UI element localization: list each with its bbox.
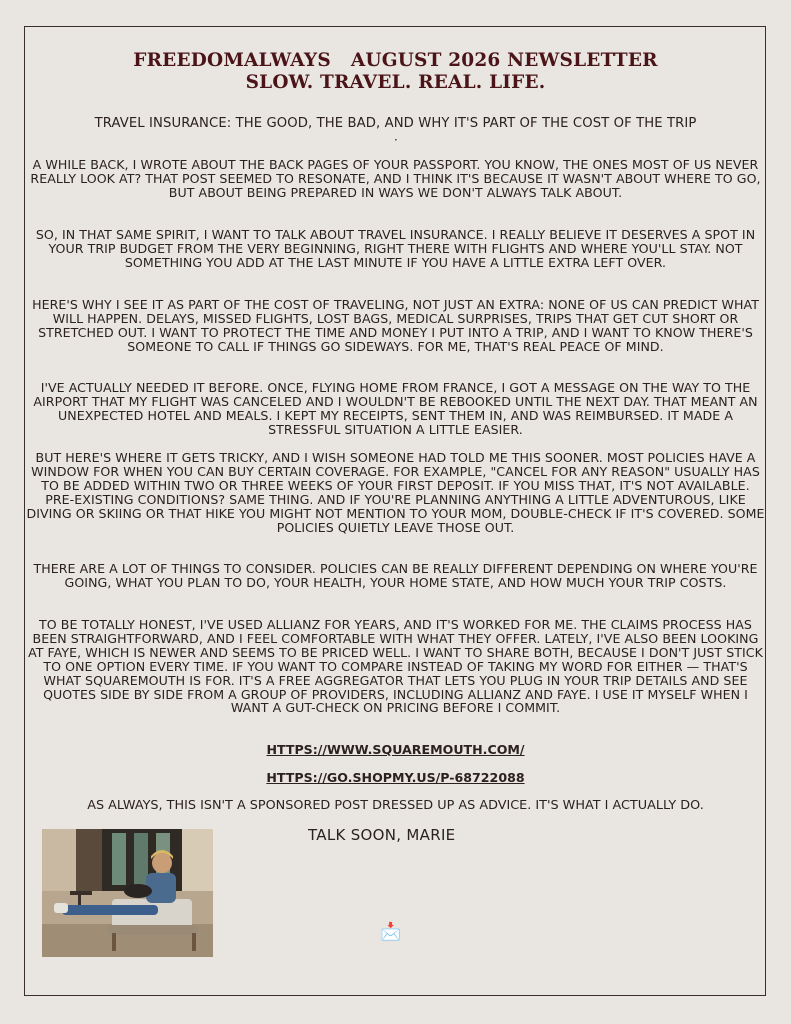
article-title: TRAVEL INSURANCE: THE GOOD, THE BAD, AND WHY IT'S PART OF THE COST OF THE TRIP: [94, 116, 697, 131]
envelope-download-icon[interactable]: 📩: [380, 922, 402, 942]
newsletter-tagline: SLOW. TRAVEL. REAL. LIFE.: [245, 72, 546, 93]
paragraph-5: BUT HERE'S WHERE IT GETS TRICKY, AND I WISH SOMEONE HAD TOLD ME THIS SOONER. MOST POLICIES HAVE A WINDOW FOR WHEN YOU CAN BUY CERTAIN COVERAGE. FOR EXAMPLE, "CANCEL FOR ANY REASON" USUALLY HAS TO BE ADDED WITHIN TWO OR THREE WEEKS OF YOUR FIRST DEPOSIT. IF YOU MISS THAT, IT'S NOT AVAILABLE. PRE-EXISTING CONDITIONS? SAME THING. AND IF YOU'RE PLANNING ANYTHING A LITTLE ADVENTUROUS, LIKE DIVING OR SKIING OR THAT HIKE YOU MIGHT NOT MENTION TO YOUR MOM, DOUBLE-CHECK IF IT'S COVERED. SOME POLICIES QUIETLY LEAVE THOSE OUT.: [26, 450, 765, 535]
paragraph-1: A WHILE BACK, I WROTE ABOUT THE BACK PAGES OF YOUR PASSPORT. YOU KNOW, THE ONES MOST OF US NEVER REALLY LOOK AT? THAT POST SEEMED TO RESONATE, AND I THINK IT'S BECAUSE IT WASN'T ABOUT WHERE TO GO, BUT ABOUT BEING PREPARED IN WAYS WE DON'T ALWAYS TALK ABOUT.: [30, 157, 761, 200]
author-photo: [42, 829, 213, 957]
paragraph-4: I'VE ACTUALLY NEEDED IT BEFORE. ONCE, FLYING HOME FROM FRANCE, I GOT A MESSAGE ON THE WAY TO THE AIRPORT THAT MY FLIGHT WAS CANCELED AND I WOULDN'T BE REBOOKED UNTIL THE NEXT DAY. THAT MEANT AN UNEXPECTED HOTEL AND MEALS. I KEPT MY RECEIPTS, SENT THEM IN, AND WAS REIMBURSED. IT MADE A STRESSFUL SITUATION A LITTLE EASIER.: [33, 380, 758, 437]
signoff: TALK SOON, MARIE: [308, 826, 456, 844]
squaremouth-link-row: [0, 742, 791, 757]
paragraph-3: HERE'S WHY I SEE IT AS PART OF THE COST OF TRAVELING, NOT JUST AN EXTRA: NONE OF US CAN PREDICT WHAT WILL HAPPEN. DELAYS, MISSED FLIGHTS, LOST BAGS, MEDICAL SURPRISES, TRIPS THAT GET CUT SHORT OR STRETCHED OUT. I WANT TO PROTECT THE TIME AND MONEY I PUT INTO A TRIP, AND I WANT TO KNOW THERE'S SOMEONE TO CALL IF THINGS GO SIDEWAYS. FOR ME, THAT'S REAL PEACE OF MIND.: [32, 297, 759, 354]
closing-note: AS ALWAYS, THIS ISN'T A SPONSORED POST DRESSED UP AS ADVICE. IT'S WHAT I ACTUALLY DO.: [87, 798, 704, 813]
paragraph-6: THERE ARE A LOT OF THINGS TO CONSIDER. POLICIES CAN BE REALLY DIFFERENT DEPENDING ON WHERE YOU'RE GOING, WHAT YOU PLAN TO DO, YOUR HEALTH, YOUR HOME STATE, AND HOW MUCH YOUR TRIP COSTS.: [33, 561, 758, 590]
newsletter-header: [0, 50, 791, 94]
separator-dot: ·: [394, 133, 398, 147]
paragraph-2: SO, IN THAT SAME SPIRIT, I WANT TO TALK ABOUT TRAVEL INSURANCE. I REALLY BELIEVE IT DESERVES A SPOT IN YOUR TRIP BUDGET FROM THE VERY BEGINNING, RIGHT THERE WITH FLIGHTS AND WHERE YOU'LL STAY. NOT SOMETHING YOU ADD AT THE LAST MINUTE IF YOU HAVE A LITTLE EXTRA LEFT OVER.: [35, 227, 756, 270]
author-photo-illustration: [42, 829, 213, 957]
shopmy-link[interactable]: HTTPS://GO.SHOPMY.US/P-68722088: [266, 770, 525, 785]
squaremouth-link[interactable]: HTTPS://WWW.SQUAREMOUTH.COM/: [266, 742, 525, 757]
paragraph-7: TO BE TOTALLY HONEST, I'VE USED ALLIANZ FOR YEARS, AND IT'S WORKED FOR ME. THE CLAIMS PROCESS HAS BEEN STRAIGHTFORWARD, AND I FEEL COMFORTABLE WITH WHAT THEY OFFER. LATELY, I'VE ALSO BEEN LOOKING AT FAYE, WHICH IS NEWER AND SEEMS TO BE PRICED WELL. I WANT TO SHARE BOTH, BECAUSE I DON'T JUST STICK TO ONE OPTION EVERY TIME. IF YOU WANT TO COMPARE INSTEAD OF TAKING MY WORD FOR EITHER — THAT'S WHAT SQUAREMOUTH IS FOR. IT'S A FREE AGGREGATOR THAT LETS YOU PLUG IN YOUR TRIP DETAILS AND SEE QUOTES SIDE BY SIDE FROM A GROUP OF PROVIDERS, INCLUDING ALLIANZ AND FAYE. I USE IT MYSELF WHEN I WANT A GUT-CHECK ON PRICING BEFORE I COMMIT.: [28, 617, 763, 716]
shopmy-link-row: [0, 770, 791, 785]
newsletter-title: FREEDOMALWAYS AUGUST 2026 NEWSLETTER: [133, 50, 658, 71]
